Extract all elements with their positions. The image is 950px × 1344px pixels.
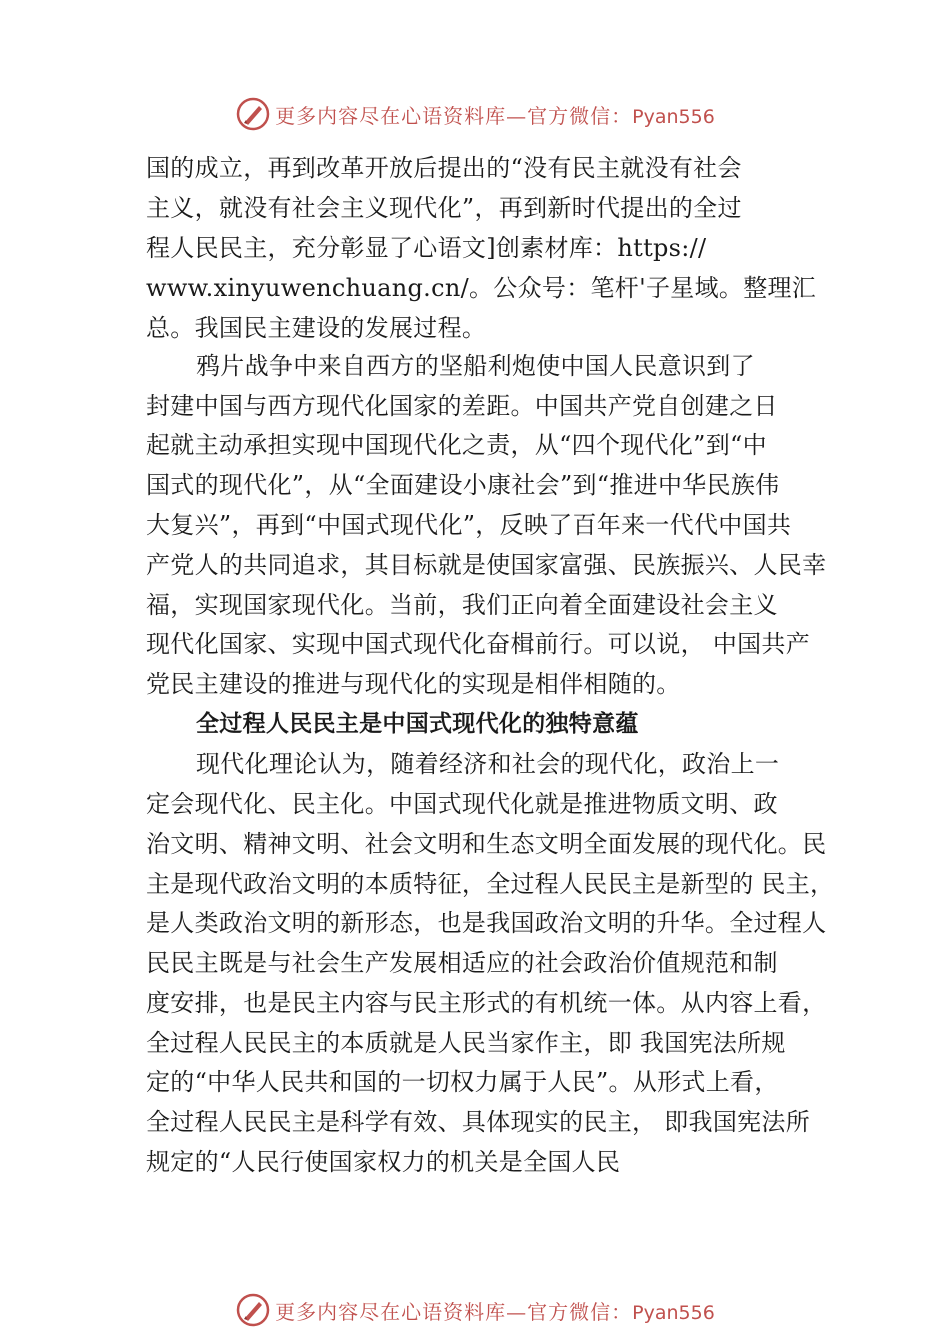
body-line: 鸦片战争中来自西方的坚船利炮使中国人民意识到了 bbox=[196, 352, 755, 380]
body-line: 是人类政治文明的新形态，也是我国政治文明的升华。全过程人 bbox=[146, 909, 827, 937]
body-line: 主义，就没有社会主义现代化”，再到新时代提出的全过 bbox=[146, 194, 742, 222]
body-line: 封建中国与西方现代化国家的差距。中国共产党自创建之日 bbox=[146, 392, 778, 420]
footer-banner-text bbox=[275, 1296, 715, 1325]
body-line: 现代化理论认为，随着经济和社会的现代化，政治上一 bbox=[196, 750, 780, 778]
body-line: 国式的现代化”，从“全面建设小康社会”到“推进中华民族伟 bbox=[146, 471, 780, 499]
body-line: 程人民民主，充分彰显了心语文]创素材库：https:// bbox=[146, 234, 707, 262]
body-line: 定会现代化、民主化。中国式现代化就是推进物质文明、政 bbox=[146, 790, 778, 818]
body-line: 全过程人民民主是科学有效、具体现实的民主， 即我国宪法所 bbox=[146, 1108, 811, 1136]
body-line: 大复兴”，再到“中国式现代化”，反映了百年来一代代中国共 bbox=[146, 511, 792, 539]
header-banner-handle: Pyan556 bbox=[632, 105, 715, 128]
footer-banner-label: 更多内容尽在心语资料库—官方微信： bbox=[275, 1299, 633, 1324]
body-line: 总。我国民主建设的发展过程。 bbox=[146, 314, 487, 342]
body-line: 福，实现国家现代化。当前，我们正向着全面建设社会主义 bbox=[146, 591, 778, 619]
body-line: www.xinyuwenchuang.cn/。公众号：笔杆'子星域。整理汇 bbox=[146, 274, 817, 302]
body-line: 度安排，也是民主内容与民主形式的有机统一体。从内容上看， bbox=[146, 989, 827, 1017]
body-line: 党民主建设的推进与现代化的实现是相伴相随的。 bbox=[146, 670, 681, 698]
body-line: 现代化国家、实现中国式现代化奋楫前行。可以说， 中国共产 bbox=[146, 630, 811, 658]
body-line: 治文明、精神文明、社会文明和生态文明全面发展的现代化。民 bbox=[146, 830, 827, 858]
body-line: 主是现代政治文明的本质特征，全过程人民民主是新型的 民主， bbox=[146, 870, 835, 898]
body-line: 全过程人民民主的本质就是人民当家作主，即 我国宪法所规 bbox=[146, 1029, 786, 1057]
footer-banner bbox=[0, 1290, 950, 1330]
body-line: 起就主动承担实现中国现代化之责，从“四个现代化”到“中 bbox=[146, 431, 767, 459]
body-line: 民民主既是与社会生产发展相适应的社会政治价值规范和制 bbox=[146, 949, 778, 977]
body-line: 国的成立，再到改革开放后提出的“没有民主就没有社会 bbox=[146, 154, 742, 182]
section-heading: 全过程人民民主是中国式现代化的独特意蕴 bbox=[196, 711, 639, 737]
pen-nib-logo-icon bbox=[235, 1292, 271, 1328]
header-banner-label: 更多内容尽在心语资料库—官方微信： bbox=[275, 103, 633, 128]
body-line: 规定的“人民行使国家权力的机关是全国人民 bbox=[146, 1148, 621, 1176]
body-line: 产党人的共同追求，其目标就是使国家富强、民族振兴、人民幸 bbox=[146, 551, 827, 579]
body-line: 定的“中华人民共和国的一切权力属于人民”。从形式上看， bbox=[146, 1068, 779, 1096]
footer-banner-handle: Pyan556 bbox=[632, 1301, 715, 1324]
